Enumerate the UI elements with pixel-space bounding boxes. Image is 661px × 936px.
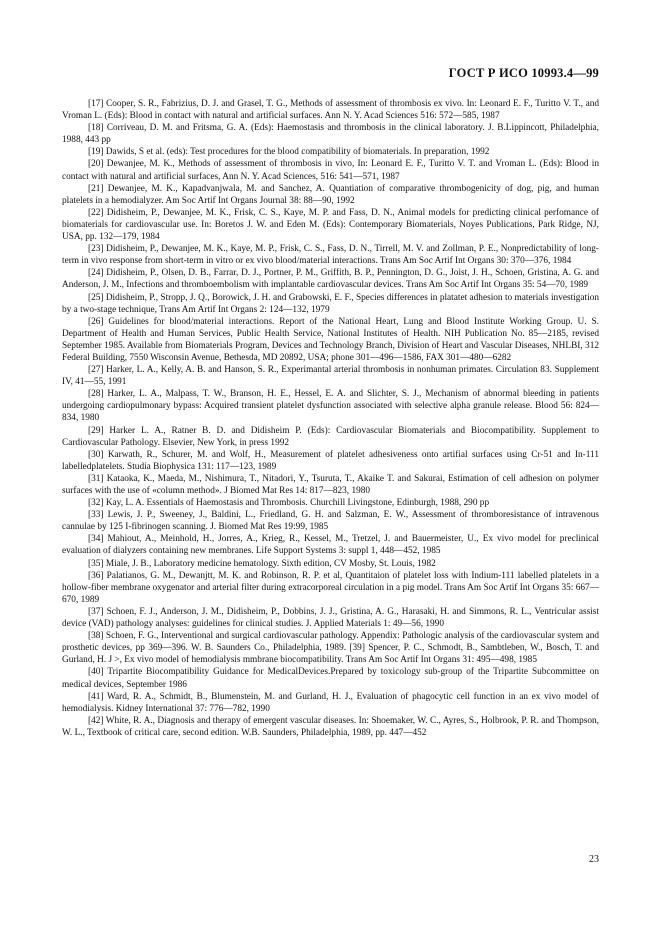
reference-item: [30] Karwath, R., Schurer, M. and Wolf, H., Measurement of platelet adhesiveness onto artifial surfaces using Cr-51 and In-111 labelledplatelets. Studia Biophysica 131: 117—123, 1989 (62, 449, 599, 472)
reference-item: [21] Dewanjee, M. K., Kapadvanjwala, M. and Sanchez, A. Quantiation of comparative thrombogenicity of dog, pig, and human platelets in a hemodialyzer. Am Soc Artif Int Organs Journal 38: 88—90, 1992 (62, 183, 599, 206)
reference-item: [19] Dawids, S et al. (eds): Test procedures for the blood compatibility of biomaterials. In preparation, 1992 (88, 147, 490, 158)
reference-item: [40] Tripartite Biocompatibility Guidance for MedicalDevices.Prepared by toxicology sub-group of the Tripartite Subcommittee on medical devices, September 1986 (62, 667, 599, 690)
reference-item: [32] Kay, L. A. Essentials of Haemostasis and Thrombosis. Churchill Livingstone, Edinburgh, 1988, 290 pp (88, 498, 490, 509)
reference-item: [27] Harker, L. A., Kelly, A. B. and Hanson, S. R., Experimantal arterial thrombosis in nonhuman primates. Circulation 83. Supplement IV, 41—55, 1991 (62, 365, 599, 388)
reference-item: [23] Didisheim, P., Dewanjee, M. K., Kaye, M. P., Frisk, C. S., Fass, D. N., Tirrell, M. V. and Zollman, P. E., Nonpredictability of long-term in vivo response from short-term in vitro or ex vivo blood/material interactions. Trans Am Soc Artif Int Organs 30: 370—376, 1984 (62, 244, 599, 267)
reference-item: [33] Lewis, J. P., Sweeney, J., Baldini, L., Friedland, G. H. and Salzman, E. W., Assessment of thromboresistance of intravenous cannulae by 125 I-fibrinogen scanning. J. Biomed Mat Res 19:99, 1985 (62, 510, 599, 533)
document-header: ГОСТ Р ИСО 10993.4—99 (448, 66, 599, 80)
reference-item: [34] Mahiout, A., Meinhold, H., Jorres, A., Krieg, R., Kessel, M., Tretzel, J. and Bauermeister, U., Ex vivo model for preclinical evaluation of dialyzers containing new membranes. Life Support Systems 3: suppl 1, 448—452, 1985 (62, 534, 599, 557)
reference-item: [35] Miale, J. B., Laboratory medicine hematology. Sixth edition, CV Mosby, St. Louis, 1982 (88, 558, 436, 569)
reference-item: [36] Palatianos, G. M., Dewanjtt, M. K. and Robinson, R. P. et al, Quantitaion of platelet loss with Indium-111 labelled platelets in a hollow-fiber membrane oxygenator and arterial filter during extracorporeal circulation in a pig model. Trans Am Soc Artif Int Organs 35: 667—670, 1989 (62, 570, 599, 605)
reference-item: [31] Kataoka, K., Maeda, M., Nishimura, T., Nitadori, Y., Tsuruta, T., Akaike T. and Sakurai, Estimation of cell adhesion on polymer surfaces with the use of «column method». J Biomed Mat Res 14: 817—823, 1980 (62, 473, 599, 496)
reference-item: [42] White, R. A., Diagnosis and therapy of emergent vascular diseases. In: Shoemaker, W. C., Ayres, S., Holbrook, P. R. and Thompson, W. L., Textbook of critical care, second edition. W.B. Saunders, Philadelphia, 1989, pp. 447—452 (62, 715, 599, 738)
reference-item: [29] Harker L. A., Ratner B. D. and Didisheim P. (Eds): Cardiovascular Biomaterials and Biocompatibility. Supplement to Cardiovascular Pathology. Elsevier, New York, in press 1992 (62, 425, 599, 448)
reference-item: [18] Corriveau, D. M. and Fritsma, G. A. (Eds): Haemostasis and thrombosis in the clinical laboratory. J. B.Lippincott, Philadelphia, 1988, 443 pp (62, 123, 599, 146)
page-number: 23 (589, 854, 599, 865)
reference-item: [41] Ward, R. A., Schmidt, B., Blumenstein, M. and Gurland, H. J., Evaluation of phagocytic cell function in an ex vivo model of hemodialysis. Kidney International 37: 776—782, 1990 (62, 691, 599, 714)
reference-item: [28] Harker, L. A., Malpass, T. W., Branson, H. E., Hessel, E. A. and Slichter, S. J., Mechanism of abnormal bleeding in patients undergoing cardiopulmonary bypass: Acquired transient platelet dysfunction associated with selective alpha granule release. Blood 56: 824—834, 1980 (62, 389, 599, 424)
reference-item: [26] Guidelines for blood/material interactions. Report of the National Heart, Lung and Blood Institute Working Group. U. S. Department of Health and Human Services, Public Health Service, National Institutes of Health. NIH Publication No. 85—2185, revised September 1985. Available from Biomaterials Program, Devices and Technology Branch, Division of Heart and Vascular Diseases, NHLBI, 312 Federal Building, 7550 Wisconsin Avenue, Bethesda, MD 20892, USA; phone 301—496—1586, FAX 301—480—6282 (62, 316, 599, 363)
reference-item: [24] Didisheim, P., Olsen, D. B., Farrar, D. J., Portner, P. M., Griffith, B. P., Pennington, D. G., Joist, J. H., Schoen, Gristina, A. G. and Anderson, J. M., Infections and thromboembolism with implantable cardiovascular devices. Trans Am Soc Artif Int Organs 35: 54—70, 1989 (62, 268, 599, 291)
reference-item: [22] Didisheim, P., Dewanjee, M. K., Frisk, C. S., Kaye, M. P. and Fass, D. N., Animal models for predicting clinical perfomance of biomaterials for cardiovascular use. In: Boretos J. W. and Eden M. (Eds): Contemporary Biomaterials, Noyes Publications, Park Ridge, NJ, USA, pp. 132—179, 1984 (62, 207, 599, 243)
reference-item: [38] Schoen, F. G., Interventional and surgical cardiovascular pathology. Appendix: Pathologic analysis of the cardiovascular system and prosthetic devices, pp 369—396. W. B. Saunders Co., Philadelphia, 1989. [39] Spencer, P. C., Schmodt, B., Sambtleben, W., Bosch, T. and Gurland, H. J >, Ex vivo model of hemodialysis mmbrane biocompatibility. Trans Am Soc Artif Int Organs 31: 495—498, 1985 (62, 631, 599, 666)
reference-item: [17] Cooper, S. R., Fabrizius, D. J. and Grasel, T. G., Methods of assessment of thrombosis ex vivo. In: Leonard E. F., Turitto V. T., and Vroman L. (Eds): Blood in contact with natural and artificial surfaces. Ann N. Y. Acad Sciences 516: 572—585, 1987 (62, 99, 599, 122)
reference-list (62, 98, 599, 739)
reference-item: [20] Dewanjee, M. K., Methods of assessment of thrombosis in vivo, In: Leonard E. F., Turitto V. T. and Vroman L. (Eds): Blood in contact with natural and artificial surfaces, Ann N. Y. Acad Sciences, 516: 541—571, 1987 (62, 159, 599, 182)
reference-item: [25] Didisheim, P., Stropp, J. Q., Borowick, J. H. and Grabowski, E. F., Species differences in platatet adhesion to materials investigation by a two-stage technique, Trans Am Artif Int Organs 2: 124—132, 1979 (62, 292, 599, 315)
reference-item: [37] Schoen, F. J., Anderson, J. M., Didisheim, P., Dobbins, J. J., Gristina, A. G., Harasaki, H. and Simmons, R. L., Ventricular assist device (VAD) pathology analyses: guidelines for clinical studies. J. Applied Materials 1: 49—56, 1990 (62, 606, 599, 630)
